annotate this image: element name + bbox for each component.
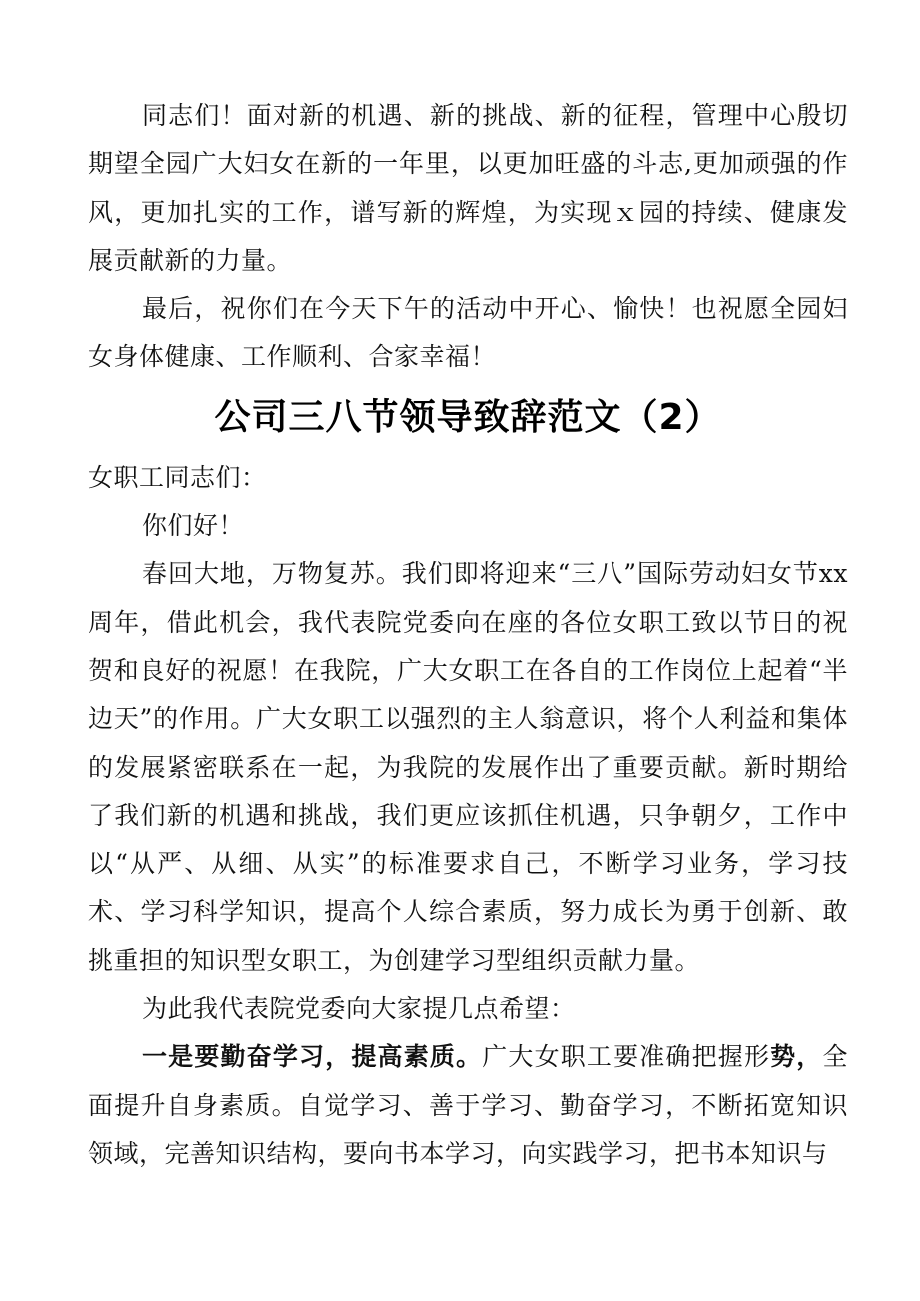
salutation: 女职工同志们： xyxy=(88,462,267,492)
body-paragraph-3 xyxy=(88,1033,848,1178)
closing-paragraph-2: 最后，祝你们在今天下午的活动中开心、愉快！也祝愿全园妇女身体健康、工作顺利、合家幸福！ xyxy=(88,294,848,372)
closing-paragraph-1: 同志们！面对新的机遇、新的挑战、新的征程，管理中心殷切期望全园广大妇女在新的一年里，以更加旺盛的斗志,更加顽强的作风，更加扎实的工作，谱写新的辉煌，为实现ｘ园的持续、健康发展贡献新的力量。 xyxy=(88,101,848,275)
point-heading: 一是要勤奋学习，提高素质。 xyxy=(142,1042,483,1072)
point-bold-char: 势， xyxy=(770,1042,823,1072)
point-text-rest: 全面提升自身素质。自觉学习、善于学习、勤奋学习，不断拓宽知识领域，完善知识结构，要向书本学习，向实践学习，把书本知识与 xyxy=(88,1042,848,1168)
greeting: 你们好！ xyxy=(142,511,245,541)
section-title: 公司三八节领导致辞范文（2） xyxy=(214,396,722,438)
point-text-mid: 广大女职工要准确把握形 xyxy=(482,1042,771,1072)
body-paragraph-1: 春回大地，万物复苏。我们即将迎来“三八”国际劳动妇女节xx周年，借此机会，我代表院党委向在座的各位女职工致以节日的祝贺和良好的祝愿！在我院，广大女职工在各自的工作岗位上起着“半边天”的作用。广大女职工以强烈的主人翁意识，将个人利益和集体的发展紧密联系在一起，为我院的发展作出了重要贡献。新时期给了我们新的机遇和挑战，我们更应该抓住机遇，只争朝夕，工作中以“从严、从细、从实”的标准要求自己，不断学习业务，学习技术、学习科学知识，提高个人综合素质，努力成长为勇于创新、敢挑重担的知识型女职工，为创建学习型组织贡献力量。 xyxy=(88,559,848,975)
body-paragraph-2: 为此我代表院党委向大家提几点希望： xyxy=(142,994,576,1024)
document-page xyxy=(88,92,848,1178)
